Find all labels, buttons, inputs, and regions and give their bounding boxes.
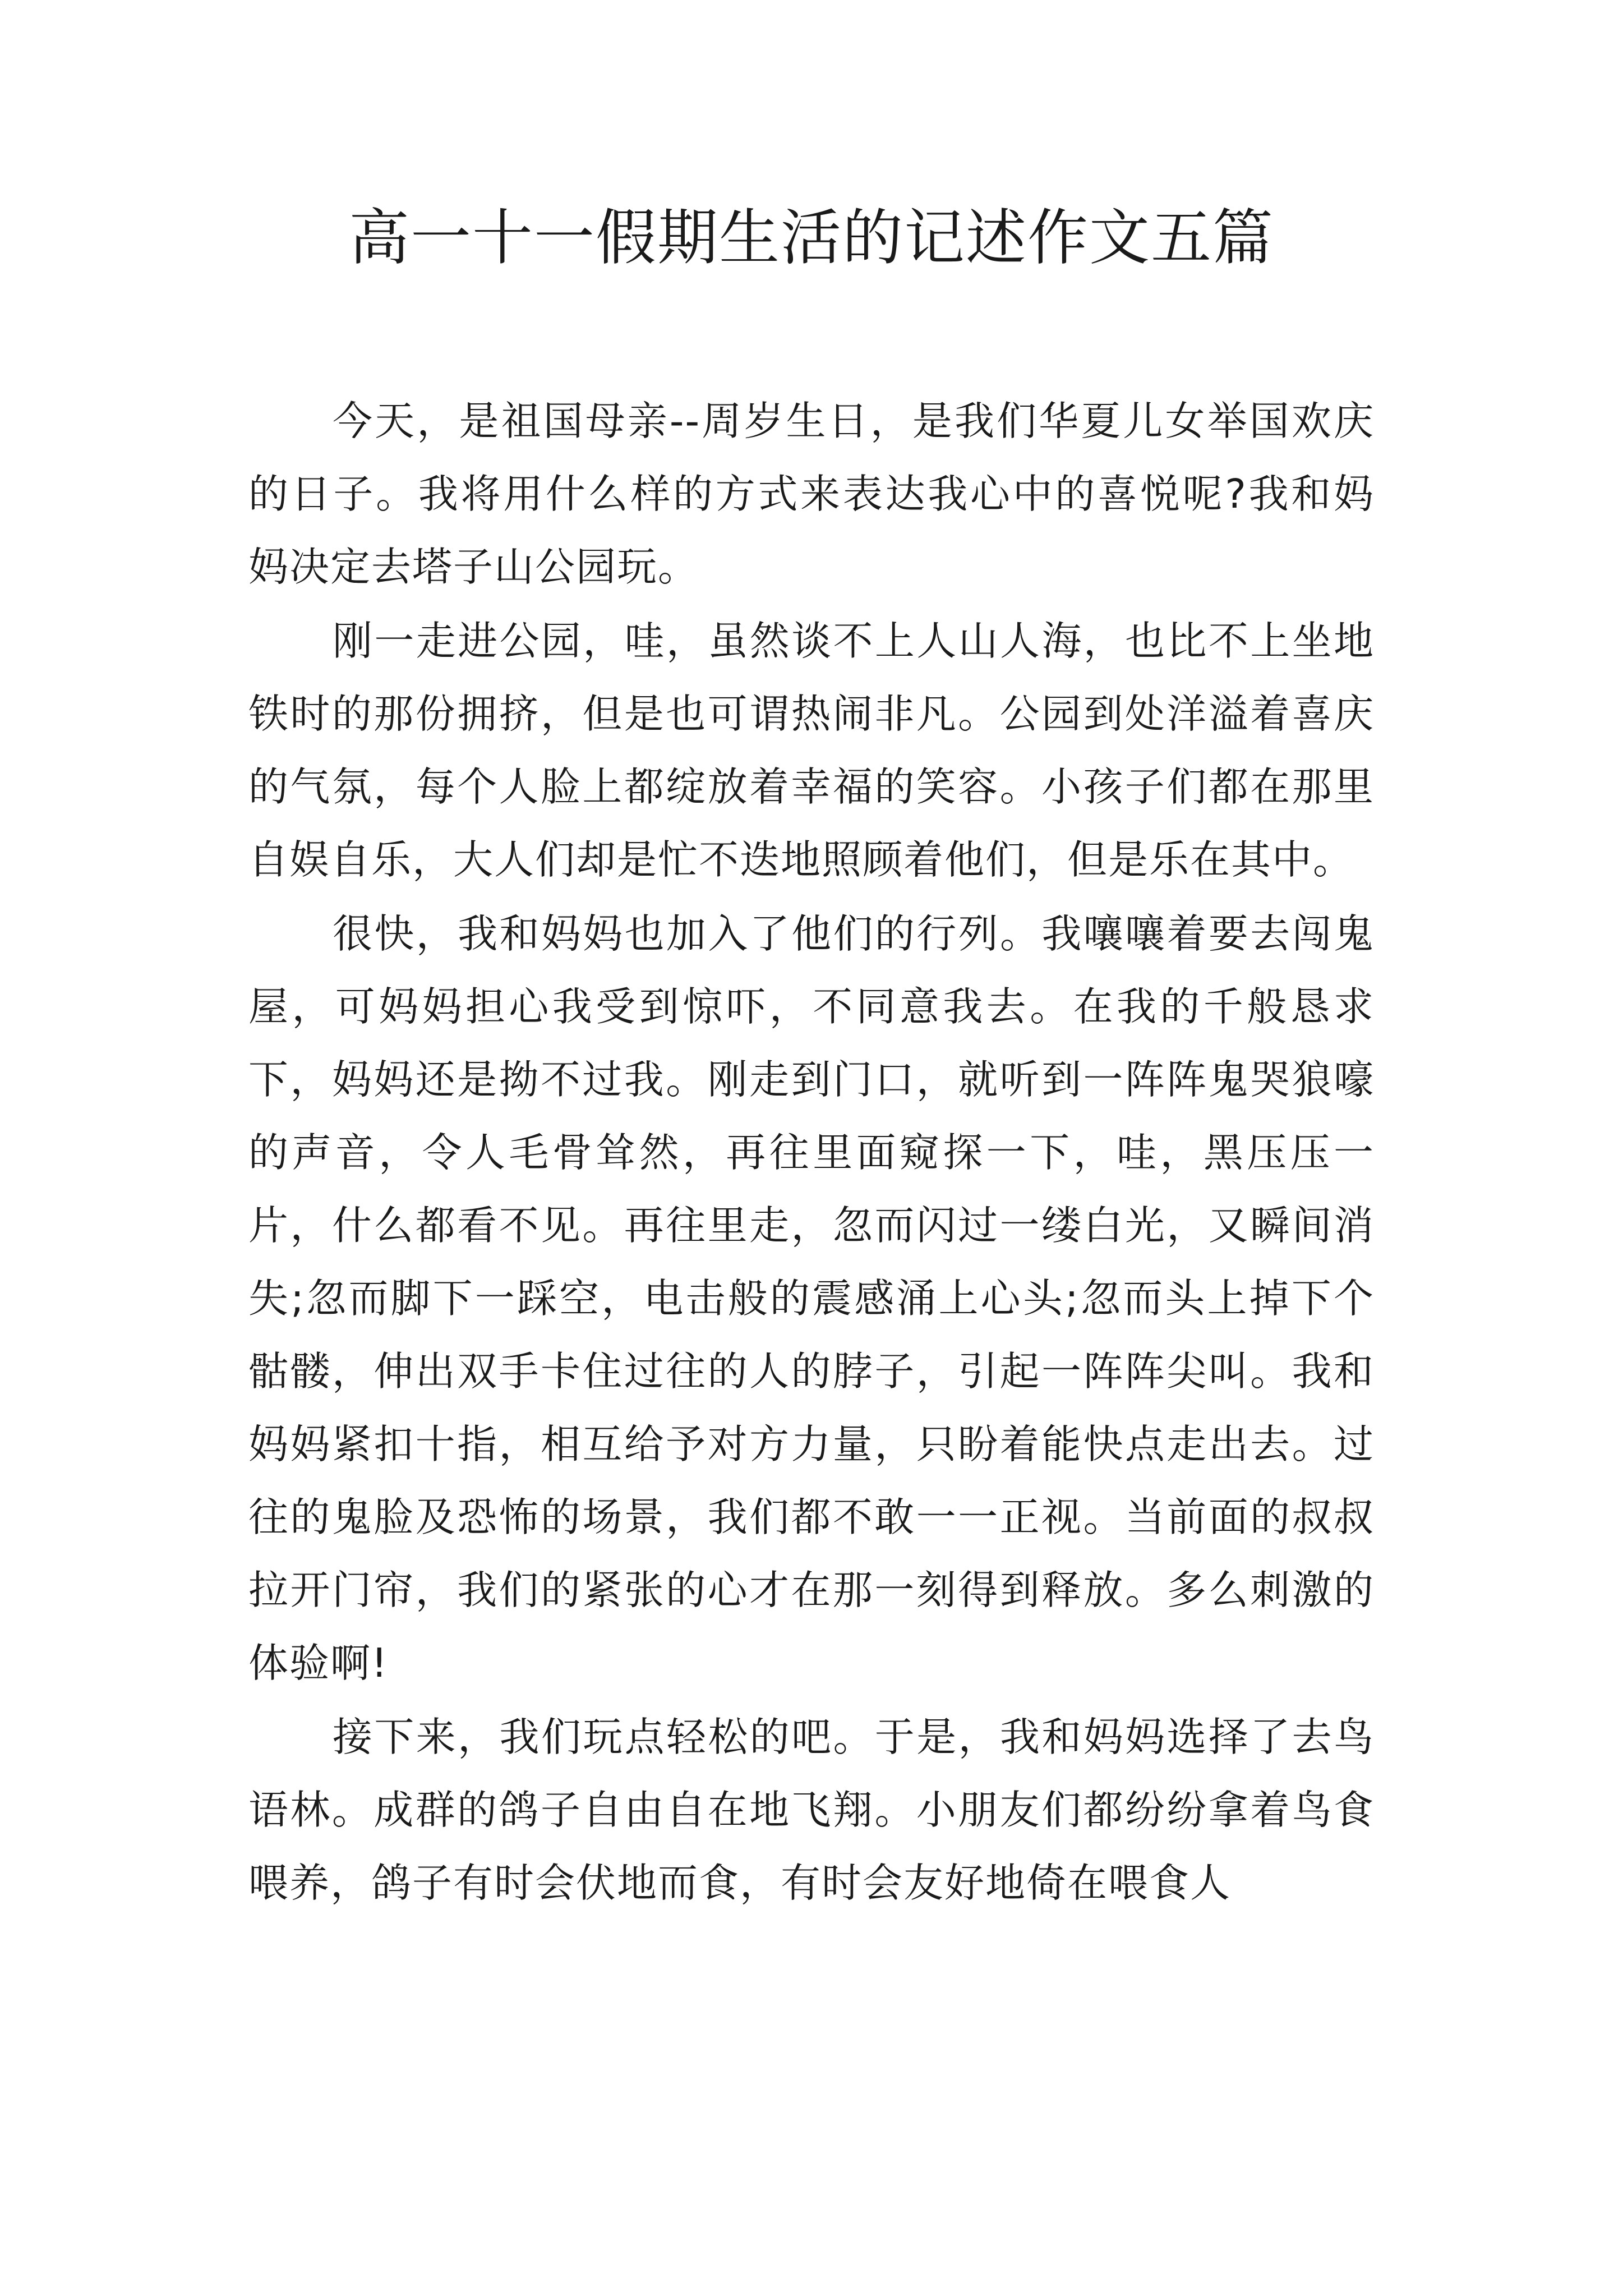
document-body [248, 385, 1375, 1921]
paragraph-2: 刚一走进公园，哇，虽然谈不上人山人海，也比不上坐地铁时的那份拥挤，但是也可谓热闹非凡。公园到处洋溢着喜庆的气氛，每个人脸上都绽放着幸福的笑容。小孩子们都在那里自娱自乐，大人们却是忙不迭地照顾着他们，但是乐在其中。 [248, 618, 1375, 883]
paragraph-3: 很快，我和妈妈也加入了他们的行列。我嚷嚷着要去闯鬼屋，可妈妈担心我受到惊吓，不同意我去。在我的千般恳求下，妈妈还是拗不过我。刚走到门口，就听到一阵阵鬼哭狼嚎的声音，令人毛骨耸然，再往里面窥探一下，哇，黑压压一片，什么都看不见。再往里走，忽而闪过一缕白光，又瞬间消失;忽而脚下一踩空，电击般的震感涌上心头;忽而头上掉下个骷髅，伸出双手卡住过往的人的脖子，引起一阵阵尖叫。我和妈妈紧扣十指，相互给予对方力量，只盼着能快点走出去。过往的鬼脸及恐怖的场景，我们都不敢一一正视。当前面的叔叔拉开门帘，我们的紧张的心才在那一刻得到释放。多么刺激的体验啊! [248, 910, 1375, 1686]
paragraph-1: 今天，是祖国母亲--周岁生日，是我们华夏儿女举国欢庆的日子。我将用什么样的方式来表达我心中的喜悦呢?我和妈妈决定去塔子山公园玩。 [248, 398, 1375, 590]
document-title: 高一十一假期生活的记述作文五篇 [348, 203, 1274, 273]
paragraph-4: 接下来，我们玩点轻松的吧。于是，我和妈妈选择了去鸟语林。成群的鸽子自由自在地飞翔。小朋友们都纷纷拿着鸟食喂养，鸽子有时会伏地而食，有时会友好地倚在喂食人 [248, 1714, 1375, 1906]
